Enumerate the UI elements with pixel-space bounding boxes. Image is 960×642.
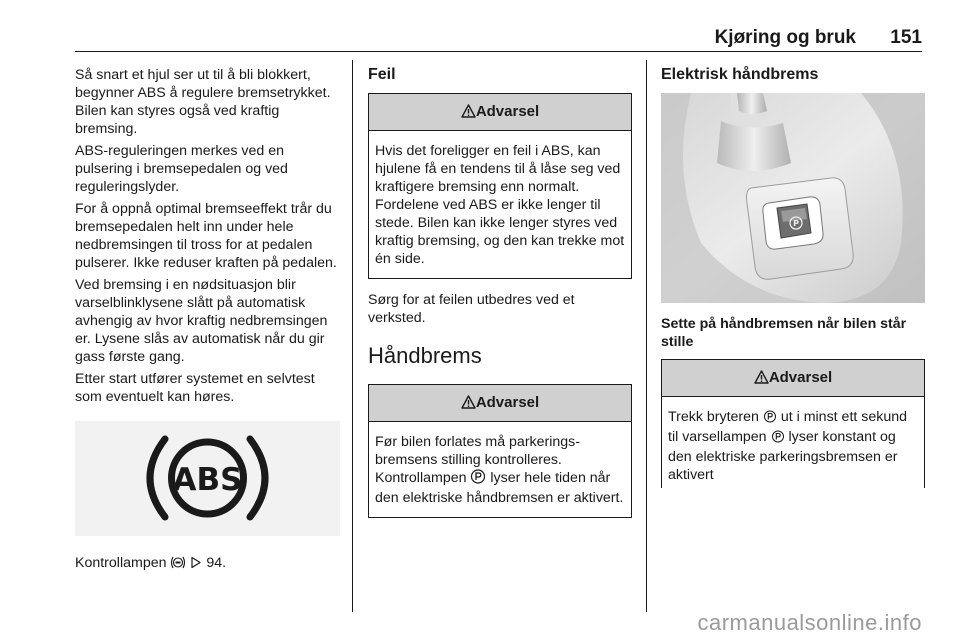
console-illustration (661, 93, 925, 303)
column-divider-2 (646, 60, 647, 612)
column-2 (368, 66, 632, 518)
warning-header (662, 360, 924, 397)
paragraph-abs-emergency: Ved bremsing i en nødsituasjon blir varselblinklysene slått på automatisk avhengig av hvor kraftig nedbremsingen er. Lysene slås av automatisk når du gir gass første gang. (75, 277, 328, 365)
svg-text:P: P (793, 219, 799, 228)
paragraph-abs-optimal: For å oppnå optimal bremseeffekt trår du bremsepedalen helt inn under hele nedbremsingen til tross for at pedalen pulserer. Ikke reduser kraften på pedalen. (75, 201, 337, 271)
warning-body (662, 397, 924, 488)
warning-body-part-a: Trekk bryteren (668, 409, 759, 425)
abs-warning-graphic (75, 421, 340, 536)
warning-triangle-icon (754, 362, 769, 398)
page-ref-arrow-icon[interactable] (190, 556, 202, 574)
heading-electric-handbrake: Elektrisk håndbrems (661, 66, 819, 83)
abs-lamp-icon (170, 556, 186, 574)
lamp-ref-page[interactable]: 94. (206, 555, 227, 571)
header-rule (75, 51, 922, 52)
warning-body-part-a: Før bilen forlates må parkeringsbremsens stilling kontrolleres. Kontrollampen (375, 434, 581, 486)
column-1 (75, 66, 340, 578)
paragraph-abs-intro: Så snart et hjul ser ut til å bli blokkert, begynner ABS å regulere bremsetrykket. Bilen kan styres også ved kraftig bremsing. (75, 67, 331, 137)
warning-body-part-c: lyser konstant og den elektriske parkeringsbremsen er aktivert (668, 429, 898, 483)
subheading-apply-handbrake: Sette på håndbremsen når bilen står stille (661, 316, 907, 350)
lamp-reference (75, 554, 340, 574)
paragraph-workshop: Sørg for at feilen utbedres ved et verksted. (368, 292, 575, 326)
warning-triangle-icon (461, 387, 476, 423)
column-divider-1 (352, 60, 353, 612)
warning-box-abs-fault (368, 93, 632, 279)
warning-header (369, 94, 631, 131)
abs-lamp-icon (75, 421, 340, 536)
warning-body-part-b: lyser hele tiden når den elektriske håndbremsen er aktivert. (375, 470, 624, 506)
warning-title: Advarsel (475, 394, 540, 411)
paragraph-abs-selftest: Etter start utfører systemet en selvtest som eventuelt kan høres. (75, 371, 315, 405)
warning-body-part-b: ut i minst ett sekund til varsellampen (668, 409, 908, 445)
warning-triangle-icon (461, 96, 476, 132)
heading-handbrems: Håndbrems (368, 343, 482, 368)
parking-p-icon (771, 430, 785, 448)
handbrake-switch-photo (661, 93, 925, 303)
watermark: carmanualsonline.info (697, 610, 922, 635)
page-number: 151 (890, 27, 922, 48)
heading-feil: Feil (368, 66, 396, 83)
parking-p-icon (470, 469, 486, 489)
lamp-ref-prefix: Kontrollampen (75, 555, 167, 571)
warning-body: Hvis det foreligger en feil i ABS, kan hjulene få en tendens til å låse seg ved kraftigere bremsing enn normalt. Fordelene ved ABS er ikke lenger til stede. Bilen kan ikke lenger styres ved kraftig bremsing, og den kan trekke mot én side. (375, 143, 625, 267)
column-3 (661, 66, 925, 488)
warning-header (369, 385, 631, 422)
warning-box-handbrake (368, 384, 632, 518)
paragraph-abs-pulsing: ABS-reguleringen merkes ved en pulsering i bremsepedalen og ved reguleringslyder. (75, 143, 288, 195)
warning-box-apply-handbrake (661, 359, 925, 488)
warning-body (369, 422, 631, 517)
parking-switch-icon (763, 410, 777, 428)
warning-title: Advarsel (768, 369, 833, 386)
abs-graphic-label: ABS (172, 462, 243, 498)
running-header: Kjøring og bruk (714, 27, 856, 48)
warning-title: Advarsel (475, 103, 540, 120)
